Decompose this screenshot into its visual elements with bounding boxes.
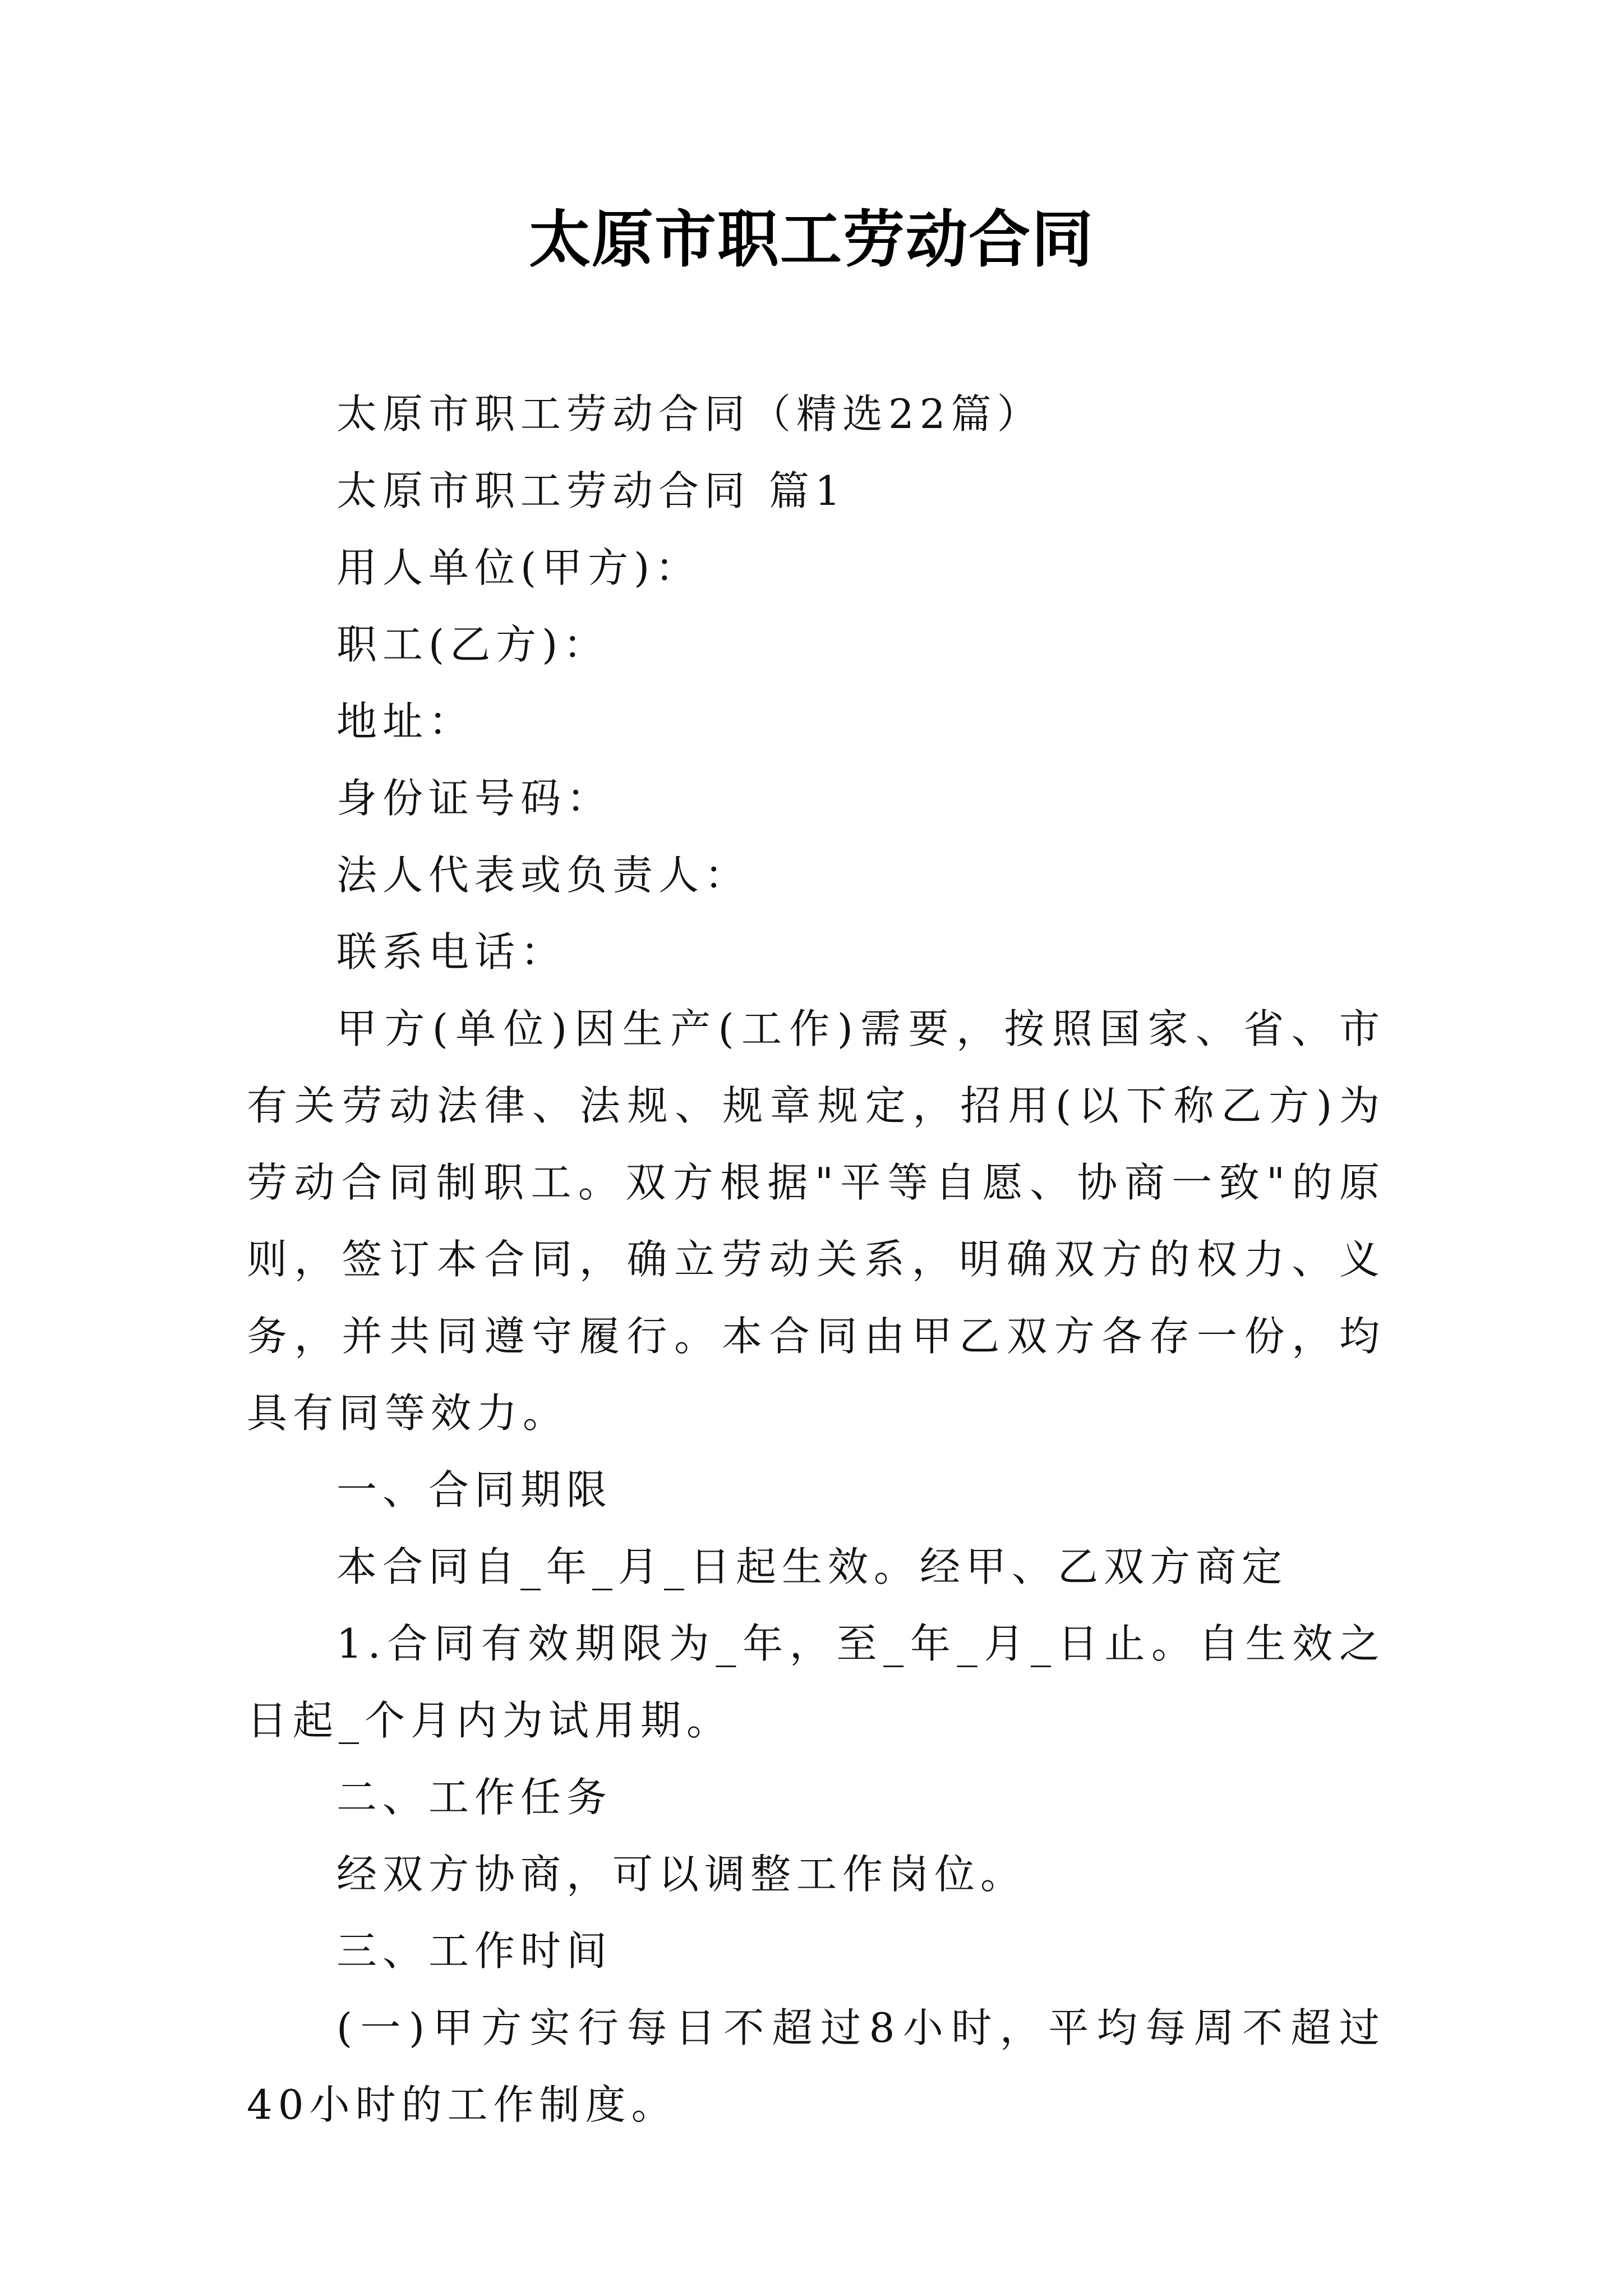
- paragraph-section-heading: 太原市职工劳动合同 篇1: [336, 467, 846, 514]
- paragraph-term-clause: 1.合同有效期限为_年，至_年_月_日止。自生效之日起_个月内为试用期。: [247, 1620, 1385, 1744]
- paragraph-legal-rep-field: 法人代表或负责人：: [336, 852, 751, 899]
- document-body: [247, 376, 1385, 2143]
- paragraph-hours-clause: (一)甲方实行每日不超过8小时，平均每周不超过40小时的工作制度。: [247, 2004, 1385, 2128]
- paragraph-address-field: 地址：: [336, 698, 475, 745]
- paragraph-heading-tasks: 二、工作任务: [336, 1774, 613, 1821]
- paragraph-employer-field: 用人单位(甲方)：: [336, 544, 702, 591]
- paragraph-phone-field: 联系电话：: [336, 928, 567, 976]
- paragraph-subtitle: 太原市职工劳动合同（精选22篇）: [336, 390, 1043, 438]
- paragraph-tasks-clause: 经双方协商，可以调整工作岗位。: [336, 1851, 1027, 1898]
- paragraph-effective-date: 本合同自_年_月_日起生效。经甲、乙双方商定: [336, 1543, 1288, 1590]
- paragraph-heading-term: 一、合同期限: [336, 1466, 613, 1513]
- paragraph-employee-field: 职工(乙方)：: [336, 621, 610, 668]
- paragraph-id-number-field: 身份证号码：: [336, 775, 613, 822]
- paragraph-preamble: 甲方(单位)因生产(工作)需要，按照国家、省、市有关劳动法律、法规、规章规定，招用(以下称乙方)为劳动合同制职工。双方根据"平等自愿、协商一致"的原则，签订本合同，确立劳动关系，明确双方的权力、义务，并共同遵守履行。本合同由甲乙双方各存一份，均具有同等效力。: [247, 1005, 1385, 1437]
- paragraph-heading-hours: 三、工作时间: [336, 1927, 613, 1975]
- document-title: 太原市职工劳动合同: [529, 203, 1094, 275]
